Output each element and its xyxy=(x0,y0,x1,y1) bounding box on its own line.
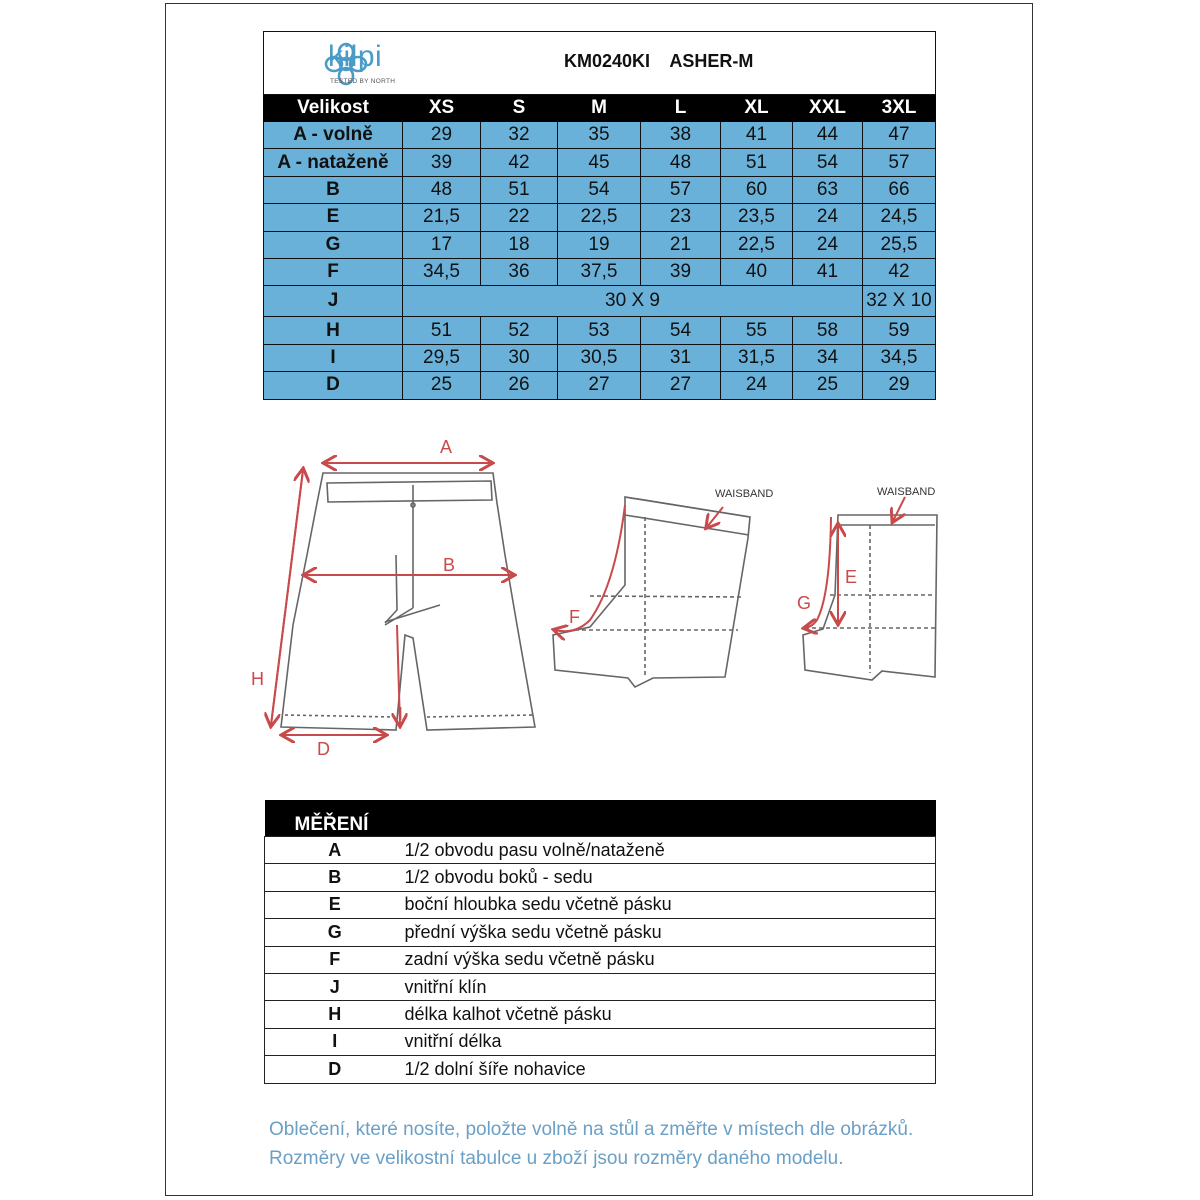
kilpi-logo xyxy=(276,38,416,90)
measurement-description: přední výška sedu včetně pásku xyxy=(405,919,936,946)
waistband-label-side: WAISBAND xyxy=(877,486,936,498)
table-cell: 29 xyxy=(863,372,936,399)
table-cell: 34,5 xyxy=(403,258,481,285)
measurement-description: zadní výška sedu včetně pásku xyxy=(405,946,936,973)
measurement-row xyxy=(265,891,936,918)
table-cell: 60 xyxy=(721,176,793,203)
table-cell: 27 xyxy=(558,372,641,399)
measurement-code: E xyxy=(265,891,405,918)
table-cell: 19 xyxy=(558,231,641,258)
table-cell: 51 xyxy=(721,149,793,176)
size-col-xs: XS xyxy=(403,95,481,122)
table-cell: 53 xyxy=(558,317,641,344)
measurement-code: J xyxy=(265,973,405,1000)
table-cell: 58 xyxy=(793,317,863,344)
measurement-code: D xyxy=(265,1056,405,1083)
table-row-j xyxy=(264,286,936,317)
table-cell: 34 xyxy=(793,344,863,371)
table-cell: 51 xyxy=(481,176,558,203)
table-cell: 21 xyxy=(641,231,721,258)
j-merged-value: 30 X 9 xyxy=(403,286,863,317)
brand-header xyxy=(264,32,936,95)
table-cell: 48 xyxy=(403,176,481,203)
measurement-description: 1/2 obvodu boků - sedu xyxy=(405,864,936,891)
table-cell: 23 xyxy=(641,204,721,231)
table-cell: 41 xyxy=(721,122,793,149)
table-cell: 22,5 xyxy=(721,231,793,258)
measurement-diagram xyxy=(245,425,950,760)
table-cell: 59 xyxy=(863,317,936,344)
brand-row xyxy=(264,32,936,95)
size-header-row xyxy=(264,95,936,122)
table-cell: 24,5 xyxy=(863,204,936,231)
table-cell: 39 xyxy=(641,258,721,285)
back-view xyxy=(553,497,750,687)
measurement-code: G xyxy=(265,919,405,946)
label-b: B xyxy=(443,555,456,575)
table-cell: 32 xyxy=(481,122,558,149)
table-cell: 47 xyxy=(863,122,936,149)
measurement-code: B xyxy=(265,864,405,891)
measurement-description: vnitřní klín xyxy=(405,973,936,1000)
measurement-row xyxy=(265,973,936,1000)
row-label: H xyxy=(264,317,403,344)
model-code: KM0240KI ASHER-M xyxy=(564,51,754,71)
measurement-row xyxy=(265,1001,936,1028)
table-cell: 39 xyxy=(403,149,481,176)
row-label: D xyxy=(264,372,403,399)
size-col-xxl: XXL xyxy=(793,95,863,122)
table-row xyxy=(264,317,936,344)
label-a: A xyxy=(440,437,453,457)
size-col-3xl: 3XL xyxy=(863,95,936,122)
brand-tagline: TESTED BY NORTH xyxy=(330,78,396,85)
measurement-row xyxy=(265,837,936,864)
side-view xyxy=(803,515,937,680)
table-row xyxy=(264,122,936,149)
brand-name: kilpi xyxy=(328,40,383,73)
table-cell: 18 xyxy=(481,231,558,258)
table-cell: 30 xyxy=(481,344,558,371)
table-cell: 22 xyxy=(481,204,558,231)
measurement-row xyxy=(265,1056,936,1083)
row-label: A - nataženě xyxy=(264,149,403,176)
table-row xyxy=(264,149,936,176)
row-label: E xyxy=(264,204,403,231)
table-cell: 29,5 xyxy=(403,344,481,371)
measurement-code: I xyxy=(265,1028,405,1055)
table-cell: 17 xyxy=(403,231,481,258)
shorts-diagram xyxy=(245,425,950,760)
table-cell: 25 xyxy=(403,372,481,399)
row-label: F xyxy=(264,258,403,285)
table-cell: 44 xyxy=(793,122,863,149)
measurement-description: boční hloubka sedu včetně pásku xyxy=(405,891,936,918)
table-row xyxy=(264,204,936,231)
table-cell: 24 xyxy=(793,231,863,258)
size-col-m: M xyxy=(558,95,641,122)
table-cell: 41 xyxy=(793,258,863,285)
measurement-description: vnitřní délka xyxy=(405,1028,936,1055)
table-row xyxy=(264,176,936,203)
measurement-header-row xyxy=(265,800,936,837)
label-g: G xyxy=(797,593,812,613)
measurement-description: 1/2 dolní šíře nohavice xyxy=(405,1056,936,1083)
label-d: D xyxy=(317,739,330,759)
measurement-code: H xyxy=(265,1001,405,1028)
j-last-value: 32 X 10 xyxy=(863,286,936,317)
row-label: I xyxy=(264,344,403,371)
table-cell: 54 xyxy=(793,149,863,176)
table-cell: 57 xyxy=(641,176,721,203)
table-row xyxy=(264,372,936,399)
table-row xyxy=(264,258,936,285)
table-cell: 34,5 xyxy=(863,344,936,371)
table-cell: 38 xyxy=(641,122,721,149)
table-cell: 66 xyxy=(863,176,936,203)
table-cell: 25 xyxy=(793,372,863,399)
footer-instructions xyxy=(269,1115,989,1173)
size-col-s: S xyxy=(481,95,558,122)
label-f: F xyxy=(569,607,580,627)
measurement-row xyxy=(265,864,936,891)
table-cell: 42 xyxy=(481,149,558,176)
table-cell: 35 xyxy=(558,122,641,149)
measurement-description: 1/2 obvodu pasu volně/nataženě xyxy=(405,837,936,864)
measurement-description: délka kalhot včetně pásku xyxy=(405,1001,936,1028)
table-cell: 36 xyxy=(481,258,558,285)
table-cell: 54 xyxy=(558,176,641,203)
table-cell: 63 xyxy=(793,176,863,203)
label-i: I xyxy=(398,704,404,724)
table-cell: 31 xyxy=(641,344,721,371)
table-cell: 42 xyxy=(863,258,936,285)
table-cell: 45 xyxy=(558,149,641,176)
size-col-l: L xyxy=(641,95,721,122)
table-cell: 21,5 xyxy=(403,204,481,231)
table-cell: 24 xyxy=(721,372,793,399)
measurement-row xyxy=(265,919,936,946)
row-label: B xyxy=(264,176,403,203)
table-row xyxy=(264,231,936,258)
row-label: A - volně xyxy=(264,122,403,149)
label-h: H xyxy=(251,669,264,689)
row-label: J xyxy=(264,286,403,317)
table-cell: 26 xyxy=(481,372,558,399)
measurement-title: MĚŘENÍ xyxy=(265,800,936,837)
table-cell: 55 xyxy=(721,317,793,344)
size-col-xl: XL xyxy=(721,95,793,122)
table-cell: 52 xyxy=(481,317,558,344)
measurement-row xyxy=(265,1028,936,1055)
front-view xyxy=(281,473,535,730)
label-e: E xyxy=(845,567,858,587)
table-cell: 37,5 xyxy=(558,258,641,285)
table-cell: 54 xyxy=(641,317,721,344)
footer-line-2: Rozměry ve velikostní tabulce u zboží jsou rozměry daného modelu. xyxy=(269,1148,844,1169)
measurement-code: F xyxy=(265,946,405,973)
table-cell: 40 xyxy=(721,258,793,285)
table-cell: 31,5 xyxy=(721,344,793,371)
table-cell: 23,5 xyxy=(721,204,793,231)
table-cell: 25,5 xyxy=(863,231,936,258)
size-table xyxy=(263,31,936,400)
size-header-label: Velikost xyxy=(264,95,403,122)
table-cell: 24 xyxy=(793,204,863,231)
row-label: G xyxy=(264,231,403,258)
waistband-label-back: WAISBAND xyxy=(715,488,774,500)
table-row xyxy=(264,344,936,371)
measurement-row xyxy=(265,946,936,973)
footer-line-1: Oblečení, které nosíte, položte volně na stůl a změřte v místech dle obrázků. xyxy=(269,1119,914,1140)
table-cell: 57 xyxy=(863,149,936,176)
measurement-code: A xyxy=(265,837,405,864)
table-cell: 30,5 xyxy=(558,344,641,371)
table-cell: 48 xyxy=(641,149,721,176)
table-cell: 29 xyxy=(403,122,481,149)
table-cell: 51 xyxy=(403,317,481,344)
measurement-legend-table xyxy=(264,800,936,1084)
table-cell: 27 xyxy=(641,372,721,399)
table-cell: 22,5 xyxy=(558,204,641,231)
